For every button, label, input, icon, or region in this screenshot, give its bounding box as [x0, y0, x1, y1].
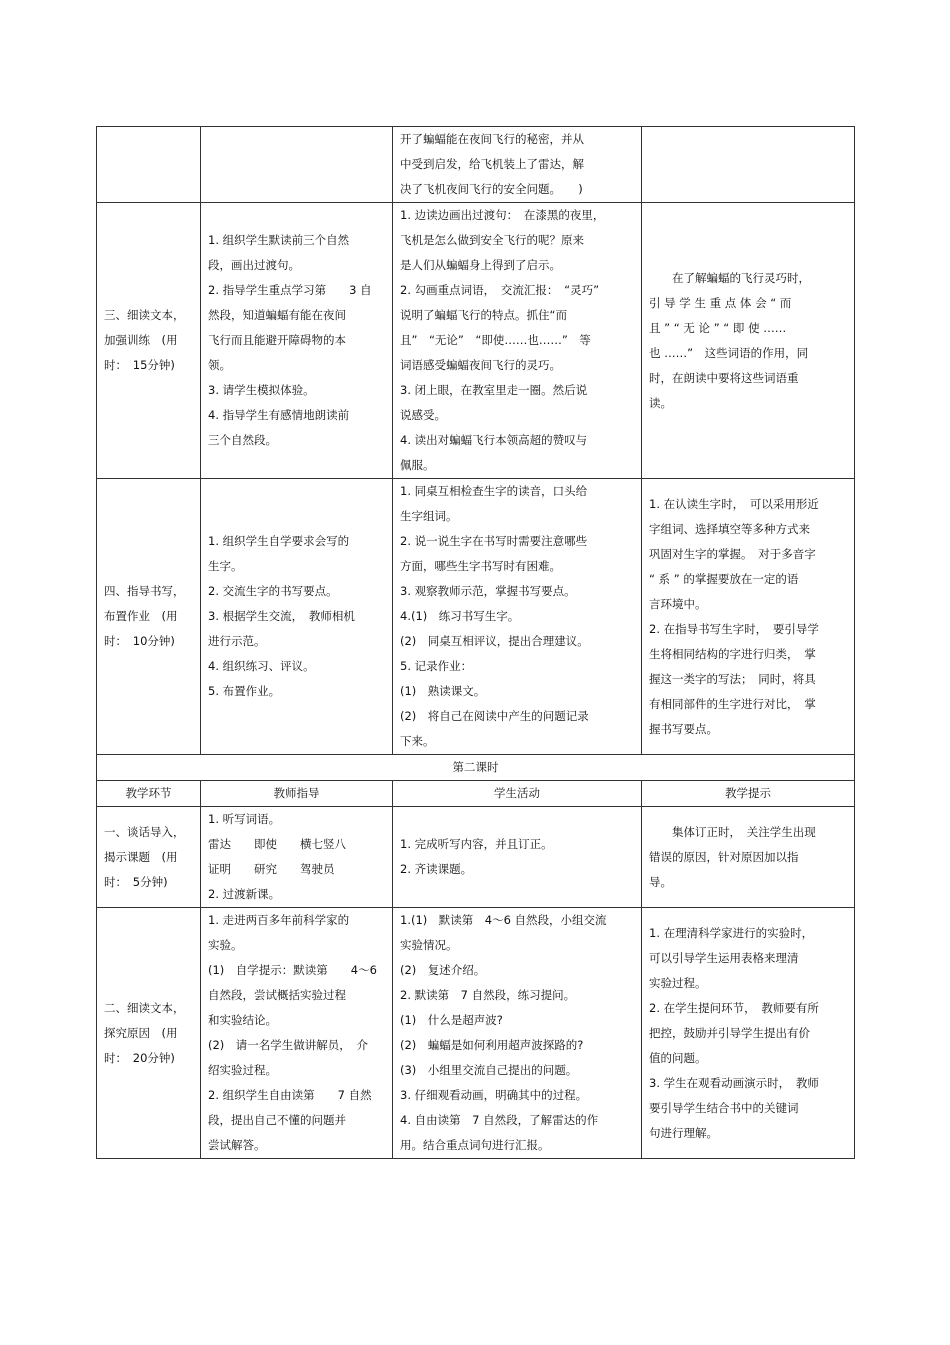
- text-line: 读。: [649, 395, 672, 410]
- text-line: 2. 默读第 7 自然段，练习提问。: [400, 988, 576, 1002]
- text-line: 决了飞机夜间飞行的安全问题。 ): [400, 182, 583, 196]
- text-line: 2. 在指导书写生字时， 要引导学: [649, 621, 819, 636]
- text-line: 1.(1) 默读第 4～6 自然段，小组交流: [400, 913, 607, 927]
- text-line: 3. 观察教师示范，掌握书写要点。: [400, 584, 576, 598]
- text-line: 错误的原因，针对原因加以指: [649, 849, 799, 864]
- teacher-cell: [201, 807, 393, 908]
- text-line: 值的问题。: [649, 1050, 707, 1065]
- text-line: 在了解蝙蝠的飞行灵巧时，: [649, 270, 810, 285]
- activity-cell: [393, 908, 642, 1159]
- text-line: 3. 仔细观看动画，明确其中的过程。: [400, 1088, 588, 1102]
- text-line: 加强训练 (用: [104, 333, 178, 347]
- text-line: 生将相同结构的字进行归类， 掌: [649, 646, 816, 661]
- text-line: 握这一类字的写法； 同时，将具: [649, 671, 816, 686]
- text-line: 可以引导学生运用表格来理清: [649, 950, 799, 965]
- text-line: 1. 走进两百多年前科学家的: [208, 913, 350, 927]
- text-line: 导。: [649, 874, 672, 889]
- text-line: 3. 根据学生交流， 教师相机: [208, 609, 355, 623]
- text-line: 言环境中。: [649, 596, 707, 611]
- text-line: (2) 同桌互相评议，提出合理建议。: [400, 634, 589, 648]
- text-line: 1. 在理清科学家进行的实验时，: [649, 925, 814, 940]
- text-line: 2. 勾画重点词语， 交流汇报： “灵巧”: [400, 283, 600, 297]
- activity-cell: [393, 807, 642, 908]
- teacher-cell: [201, 479, 393, 755]
- teacher-cell: [201, 203, 393, 479]
- text-line: (1) 熟读课文。: [400, 684, 486, 698]
- column-header: 教师指导: [201, 781, 393, 807]
- teacher-cell: [201, 908, 393, 1159]
- text-line: 2. 组织学生自由读第 7 自然: [208, 1088, 372, 1102]
- table-row: [97, 127, 855, 203]
- lesson-plan-table: [96, 126, 855, 1159]
- text-line: 1. 同桌互相检查生字的读音，口头给: [400, 484, 588, 498]
- text-line: 3. 请学生模拟体验。: [208, 383, 315, 397]
- text-line: 段，提出自己不懂的问题并: [208, 1113, 346, 1127]
- text-line: 四、指导书写，: [104, 584, 185, 598]
- text-line: 进行示范。: [208, 634, 266, 648]
- text-line: 实验过程。: [649, 975, 707, 990]
- text-line: 用。结合重点词句进行汇报。: [400, 1138, 550, 1152]
- text-line: 有相同部件的生字进行对比， 掌: [649, 696, 816, 711]
- tips-cell: [642, 203, 855, 479]
- text-line: 飞机是怎么做到安全飞行的呢？原来: [400, 233, 584, 247]
- text-line: 然段，知道蝙蝠有能在夜间: [208, 308, 346, 322]
- text-line: (2) 复述介绍。: [400, 963, 486, 977]
- text-line: 布置作业 (用: [104, 609, 178, 623]
- header-row: [97, 781, 855, 807]
- stage-cell: [97, 203, 201, 479]
- tips-cell: [642, 479, 855, 755]
- text-line: 也 ……” 这些词语的作用，同: [649, 345, 809, 360]
- text-line: 说明了蝙蝠飞行的特点。抓住“而: [400, 308, 567, 322]
- text-line: 自然段，尝试概括实验过程: [208, 988, 346, 1002]
- stage-cell: [97, 807, 201, 908]
- text-line: 2. 过渡新课。: [208, 887, 281, 901]
- text-line: 1. 边读边画出过渡句： 在漆黑的夜里，: [400, 208, 605, 222]
- text-line: 要引导学生结合书中的关键词: [649, 1100, 799, 1115]
- stage-cell: [97, 479, 201, 755]
- text-line: 1. 听写词语。: [208, 812, 281, 826]
- table-row: [97, 203, 855, 479]
- text-line: 2. 交流生字的书写要点。: [208, 584, 338, 598]
- text-line: 证明 研究 驾驶员: [208, 862, 335, 876]
- stage-cell: [97, 908, 201, 1159]
- text-line: 4. 读出对蝙蝠飞行本领高超的赞叹与: [400, 433, 588, 447]
- text-line: 时： 5分钟): [104, 874, 168, 889]
- text-line: 句进行理解。: [649, 1125, 718, 1140]
- text-line: 2. 在学生提问环节， 教师要有所: [649, 1000, 819, 1015]
- text-line: 时： 20分钟): [104, 1050, 175, 1065]
- text-line: 二、细读文本，: [104, 1000, 185, 1015]
- text-line: (2) 将自己在阅读中产生的问题记录: [400, 709, 589, 723]
- text-line: “ 系 ” 的掌握要放在一定的语: [649, 571, 799, 586]
- text-line: 方面，哪些生字书写时有困难。: [400, 559, 561, 573]
- column-header: 教学环节: [97, 781, 201, 807]
- text-line: 开了蝙蝠能在夜间飞行的秘密，并从: [400, 132, 584, 146]
- text-line: 巩固对生字的掌握。 对于多音字: [649, 546, 816, 561]
- text-line: 引 导 学 生 重 点 体 会 “ 而: [649, 295, 792, 310]
- text-line: 和实验结论。: [208, 1013, 277, 1027]
- text-line: 揭示课题 (用: [104, 849, 178, 864]
- text-line: 把控，鼓励并引导学生提出有价: [649, 1025, 810, 1040]
- column-header: 学生活动: [393, 781, 642, 807]
- text-line: 一、谈话导入，: [104, 824, 185, 839]
- table-row: [97, 807, 855, 908]
- table-row: [97, 908, 855, 1159]
- text-line: 段，画出过渡句。: [208, 258, 300, 272]
- text-line: 4.(1) 练习书写生字。: [400, 609, 520, 623]
- text-line: 探究原因 (用: [104, 1025, 178, 1040]
- text-line: 是人们从蝙蝠身上得到了启示。: [400, 258, 561, 272]
- text-line: 1. 组织学生默读前三个自然: [208, 233, 350, 247]
- text-line: (3) 小组里交流自己提出的问题。: [400, 1063, 578, 1077]
- text-line: 握书写要点。: [649, 721, 718, 736]
- text-line: 字组词、选择填空等多种方式来: [649, 521, 810, 536]
- text-line: 3. 学生在观看动画演示时， 教师: [649, 1075, 819, 1090]
- text-line: 时： 15分钟): [104, 358, 175, 372]
- text-line: 绍实验过程。: [208, 1063, 277, 1077]
- table-row: [97, 479, 855, 755]
- section-title: 第二课时: [97, 755, 855, 781]
- text-line: 时，在朗读中要将这些词语重: [649, 370, 799, 385]
- text-line: 4. 自由读第 7 自然段，了解雷达的作: [400, 1113, 599, 1127]
- text-line: (2) 蝙蝠是如何利用超声波探路的?: [400, 1038, 584, 1052]
- activity-cell: [393, 203, 642, 479]
- text-line: 1. 完成听写内容，并且订正。: [400, 837, 553, 851]
- tips-cell: [642, 127, 855, 203]
- text-line: 4. 组织练习、评议。: [208, 659, 315, 673]
- text-line: 1. 在认读生字时， 可以采用形近: [649, 496, 819, 511]
- text-line: 3. 闭上眼，在教室里走一圈。然后说: [400, 383, 588, 397]
- text-line: 说感受。: [400, 408, 446, 422]
- tips-cell: [642, 908, 855, 1159]
- text-line: 5. 布置作业。: [208, 684, 281, 698]
- text-line: 实验。: [208, 938, 243, 952]
- text-line: (2) 请一名学生做讲解员， 介: [208, 1038, 369, 1052]
- text-line: 时： 10分钟): [104, 634, 175, 648]
- activity-cell: [393, 479, 642, 755]
- text-line: 且 ” “ 无 论 ” “ 即 使 ……: [649, 320, 787, 335]
- text-line: 2. 指导学生重点学习第 3 自: [208, 283, 372, 297]
- column-header: 教学提示: [642, 781, 855, 807]
- text-line: 实验情况。: [400, 938, 458, 952]
- text-line: 2. 说一说生字在书写时需要注意哪些: [400, 534, 588, 548]
- teacher-cell: [201, 127, 393, 203]
- stage-cell: [97, 127, 201, 203]
- text-line: (1) 什么是超声波?: [400, 1013, 503, 1027]
- text-line: 佩服。: [400, 458, 435, 472]
- text-line: 生字组词。: [400, 509, 458, 523]
- text-line: 下来。: [400, 734, 435, 748]
- text-line: 词语感受蝙蝠夜间飞行的灵巧。: [400, 358, 561, 372]
- text-line: (1) 自学提示：默读第 4～6: [208, 963, 377, 977]
- text-line: 且” “无论” “即使……也……” 等: [400, 333, 591, 347]
- text-line: 尝试解答。: [208, 1138, 266, 1152]
- text-line: 三个自然段。: [208, 433, 277, 447]
- text-line: 1. 组织学生自学要求会写的: [208, 534, 350, 548]
- text-line: 4. 指导学生有感情地朗读前: [208, 408, 350, 422]
- text-line: 飞行而且能避开障碍物的本: [208, 333, 346, 347]
- text-line: 雷达 即使 横七竖八: [208, 837, 346, 851]
- text-line: 5. 记录作业：: [400, 659, 473, 673]
- text-line: 中受到启发，给飞机装上了雷达，解: [400, 157, 584, 171]
- text-line: 三、细读文本，: [104, 308, 185, 322]
- text-line: 领。: [208, 358, 231, 372]
- text-line: 2. 齐读课题。: [400, 862, 473, 876]
- text-line: 生字。: [208, 559, 243, 573]
- section-title-row: [97, 755, 855, 781]
- tips-cell: [642, 807, 855, 908]
- text-line: 集体订正时， 关注学生出现: [649, 824, 816, 839]
- activity-cell: [393, 127, 642, 203]
